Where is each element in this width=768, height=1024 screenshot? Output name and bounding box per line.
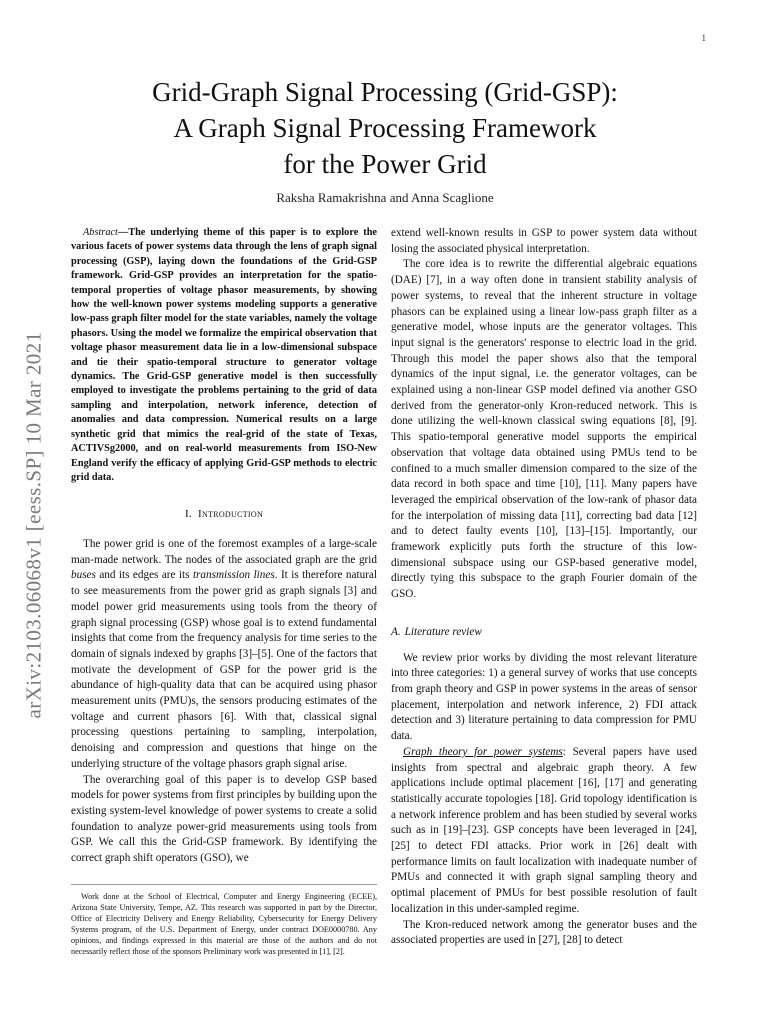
intro-paragraph-core-idea: The core idea is to rewrite the differential algebraic equations (DAE) [7], in a way often done in transient stability analysis of power systems, to reveal that the inherent structure in voltage phasors can be explained using a linear low-pass graph filter as a generative model, whose inputs are the generator voltages. This input signal is the generators' response to electric load in the grid. Through this model the paper shows also that the temporal dynamics of the input signal, i.e. the generator voltages, can be explained using a non-linear GSP model defined via another GSO derived from the generator-only Kron-reduced network. This is done utilizing the well-known classical swing equations [8], [9]. This spatio-temporal generative model supports the empirical observation that voltage data obtained using PMUs tend to be confined to a much smaller dimension compared to the size of the data record in both space and time [10], [11]. Many papers have leveraged the empirical observation of the low-rank of phasor data for the interpolation of missing data [11], correcting bad data [12] and to detect faulty events [10], [13]–[15]. Importantly, our framework explicitly puts forth the structure of this low-dimensional subspace using our GSP-based generative model, directly tying this subspace to the graph Fourier domain of the GSO.: [391, 258, 697, 601]
title-line-2: A Graph Signal Processing Framework: [173, 113, 597, 143]
footnote: [71, 884, 377, 957]
right-column: [391, 226, 697, 949]
subsection-label: A.: [391, 625, 401, 638]
arxiv-side-stamp: [12, 265, 52, 785]
left-column: [71, 226, 377, 867]
intro-p1-part-a: The power grid is one of the foremost examples of a large-scale man-made network. The nodes of the associated graph are the grid: [71, 538, 377, 566]
kron-paragraph: The Kron-reduced network among the generator buses and the associated properties are used in [27], [28] to detect: [391, 918, 697, 947]
intro-p1-part-b: and its edges are its: [95, 569, 193, 582]
section-title: Introduction: [197, 508, 264, 521]
graph-theory-text: : Several papers have used insights from spectral and algebraic graph theory. A few applications include optimal placement [16], [17] and generating statistically accurate topologies [18]. Grid topology identification is a network inference problem and has been studied by several works such as in [19]–[23]. GSP concepts have been leveraged in [24], [25] to detect FDI attacks. Prior work in [26] dealt with performance limits on fault localization with inadequate number of PMUs and connected it with graph signal sampling theory and optimal placement of PMUs for best possible resolution of fault localization in this under-sampled regime.: [391, 745, 698, 915]
subsection-title: Literature review: [404, 625, 482, 638]
intro-paragraph-1: [71, 537, 377, 773]
intro-p1-term-buses: buses: [71, 569, 96, 582]
abstract: [71, 226, 377, 485]
abstract-label: Abstract: [83, 227, 118, 238]
abstract-text: —The underlying theme of this paper is to explore the various facets of power systems data through the lens of graph signal processing (GSP), laying down the foundations of the Grid-GSP framework. Grid-GSP provides an interpretation for the spatio-temporal properties of voltage phasor measurements, by showing how the well-known power systems modeling supports a generative low-pass graph filter model for the state variables, namely the voltage phasors. Using the model we formalize the empirical observation that voltage phasor measurement data lie in a low-dimensional subspace and tie their spatio-temporal structure to generator voltage dynamics. The Grid-GSP generative model is then successfully employed to investigate the problems pertaining to the grid of data sampling and interpolation, network inference, detection of anomalies and data compression. Numerical results on a large synthetic grid that mimics the real-grid of the state of Texas, ACTIVSg2000, and on real-world measurements from ISO-New England verify the efficacy of applying Grid-GSP methods to electric grid data.: [71, 227, 377, 483]
title-line-3: for the Power Grid: [283, 149, 487, 179]
graph-theory-label: Graph theory for power systems: [403, 745, 563, 758]
intro-p1-term-lines: transmission lines: [192, 569, 275, 582]
footnote-text: Work done at the School of Electrical, Computer and Energy Engineering (ECEE), Arizona State University, Tempe, AZ. This research was supported in part by the Director, Office of Electricity Delivery and Energy Reliability, Cybersecurity for Energy Delivery Systems program, of the U.S. Department of Energy, under contract DOE0000780. Any opinions, and findings expressed in this material are those of the authors and do not necessarily reflect those of the sponsors Preliminary work was presented in [1], [2].: [71, 892, 377, 956]
subsection-heading-literature-review: [391, 625, 697, 641]
intro-paragraph-continued: extend well-known results in GSP to power system data without losing the associated physical interpretation.: [391, 227, 697, 255]
section-heading-introduction: [71, 507, 377, 523]
arxiv-identifier: arXiv:2103.06068v1 [eess.SP] 10 Mar 2021: [21, 331, 46, 719]
intro-p1-part-c: . It is therefore natural to see measurements from the power grid as graph signals [3] and model power grid measurements using tools from the theory of graph signal processing (GSP) whose goal is to extend fundamental insights that come from the frequency analysis for time series to the domain of signals indexed by graphs [3]–[5]. One of the factors that motivate the development of GSP for the power grid is the abundance of high-quality data that can be acquired using phasor measurement units (PMU)s, the sensors producing estimates of the voltage and current phasors [6]. With that, classical signal processing questions pertaining to sampling, interpolation, denoising and compression and questions that hinge on the underlying structure of the voltage phasors graph signal arise.: [71, 569, 377, 770]
title-line-1: Grid-Graph Signal Processing (Grid-GSP):: [152, 77, 618, 107]
section-number: I.: [184, 508, 192, 521]
graph-theory-paragraph: [391, 745, 697, 918]
authors: Raksha Ramakrishna and Anna Scaglione: [276, 190, 494, 205]
paper-header: [100, 74, 670, 206]
literature-paragraph: We review prior works by dividing the most relevant literature into three categories: 1) a general survey of works that use concepts from graph theory and GSP in power systems in the areas of sensor placement, interpolation and network inference, 2) FDI attack detection and 3) literature pertaining to data compression for PMU data.: [391, 651, 697, 743]
intro-paragraph-2: The overarching goal of this paper is to develop GSP based models for power systems from first principles by building upon the existing system-level knowledge of power systems to create a solid foundation to analyze power-grid measurements using tools from GSP. We call this the Grid-GSP framework. By identifying the correct graph shift operators (GSO), we: [71, 773, 377, 865]
page-number: 1: [701, 33, 706, 43]
